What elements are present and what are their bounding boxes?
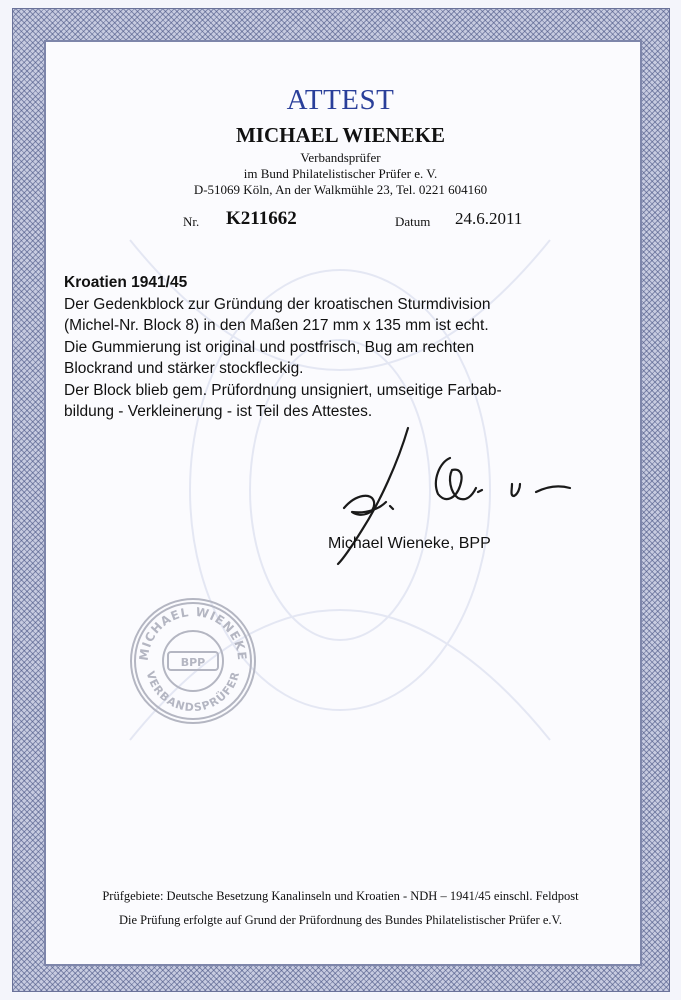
body-line: (Michel-Nr. Block 8) in den Maßen 217 mm x 135 mm ist echt. [64,317,489,334]
certificate-body [64,272,624,423]
examiner-address: D-51069 Köln, An der Walkmühle 23, Tel. 0221 604160 [193,182,488,197]
body-line: Der Gedenkblock zur Gründung der kroatischen Sturmdivision [64,295,491,313]
date-value: 24.6.2011 [455,209,523,228]
body-title: Kroatien 1941/45 [64,274,188,291]
body-line: Der Block blieb gem. Prüfordnung unsigniert, umseitige Farbab- [64,381,502,399]
examiner-seal-stamp [128,596,258,726]
signer-name: Michael Wieneke, BPP [328,535,491,552]
body-line: Blockrand und stärker stockfleckig. [64,360,304,377]
certificate-title: ATTEST [286,84,395,116]
svg-text:MICHAEL WIENEKE: MICHAEL WIENEKE [136,604,250,662]
footer-exam-areas: Prüfgebiete: Deutsche Besetzung Kanalinseln und Kroatien - NDH – 1941/45 einschl. Feldpost [102,889,579,903]
svg-text:VERBANDSPRÜFER: VERBANDSPRÜFER [143,669,243,715]
body-line: bildung - Verkleinerung - ist Teil des Attestes. [64,403,373,420]
examiner-association: im Bund Philatelistischer Prüfer e. V. [243,166,438,181]
certificate-number-label: Nr. [183,214,200,229]
svg-text:BPP: BPP [180,656,206,669]
examiner-role: Verbandsprüfer [300,150,381,165]
date-label: Datum [395,214,431,229]
footer-exam-regulation: Die Prüfung erfolgte auf Grund der Prüfordnung des Bundes Philatelistischer Prüfer e.V. [118,913,563,927]
examiner-name: MICHAEL WIENEKE [235,123,446,147]
body-line: Die Gummierung ist original und postfrisch, Bug am rechten [64,338,475,356]
certificate-number: K211662 [226,208,297,229]
